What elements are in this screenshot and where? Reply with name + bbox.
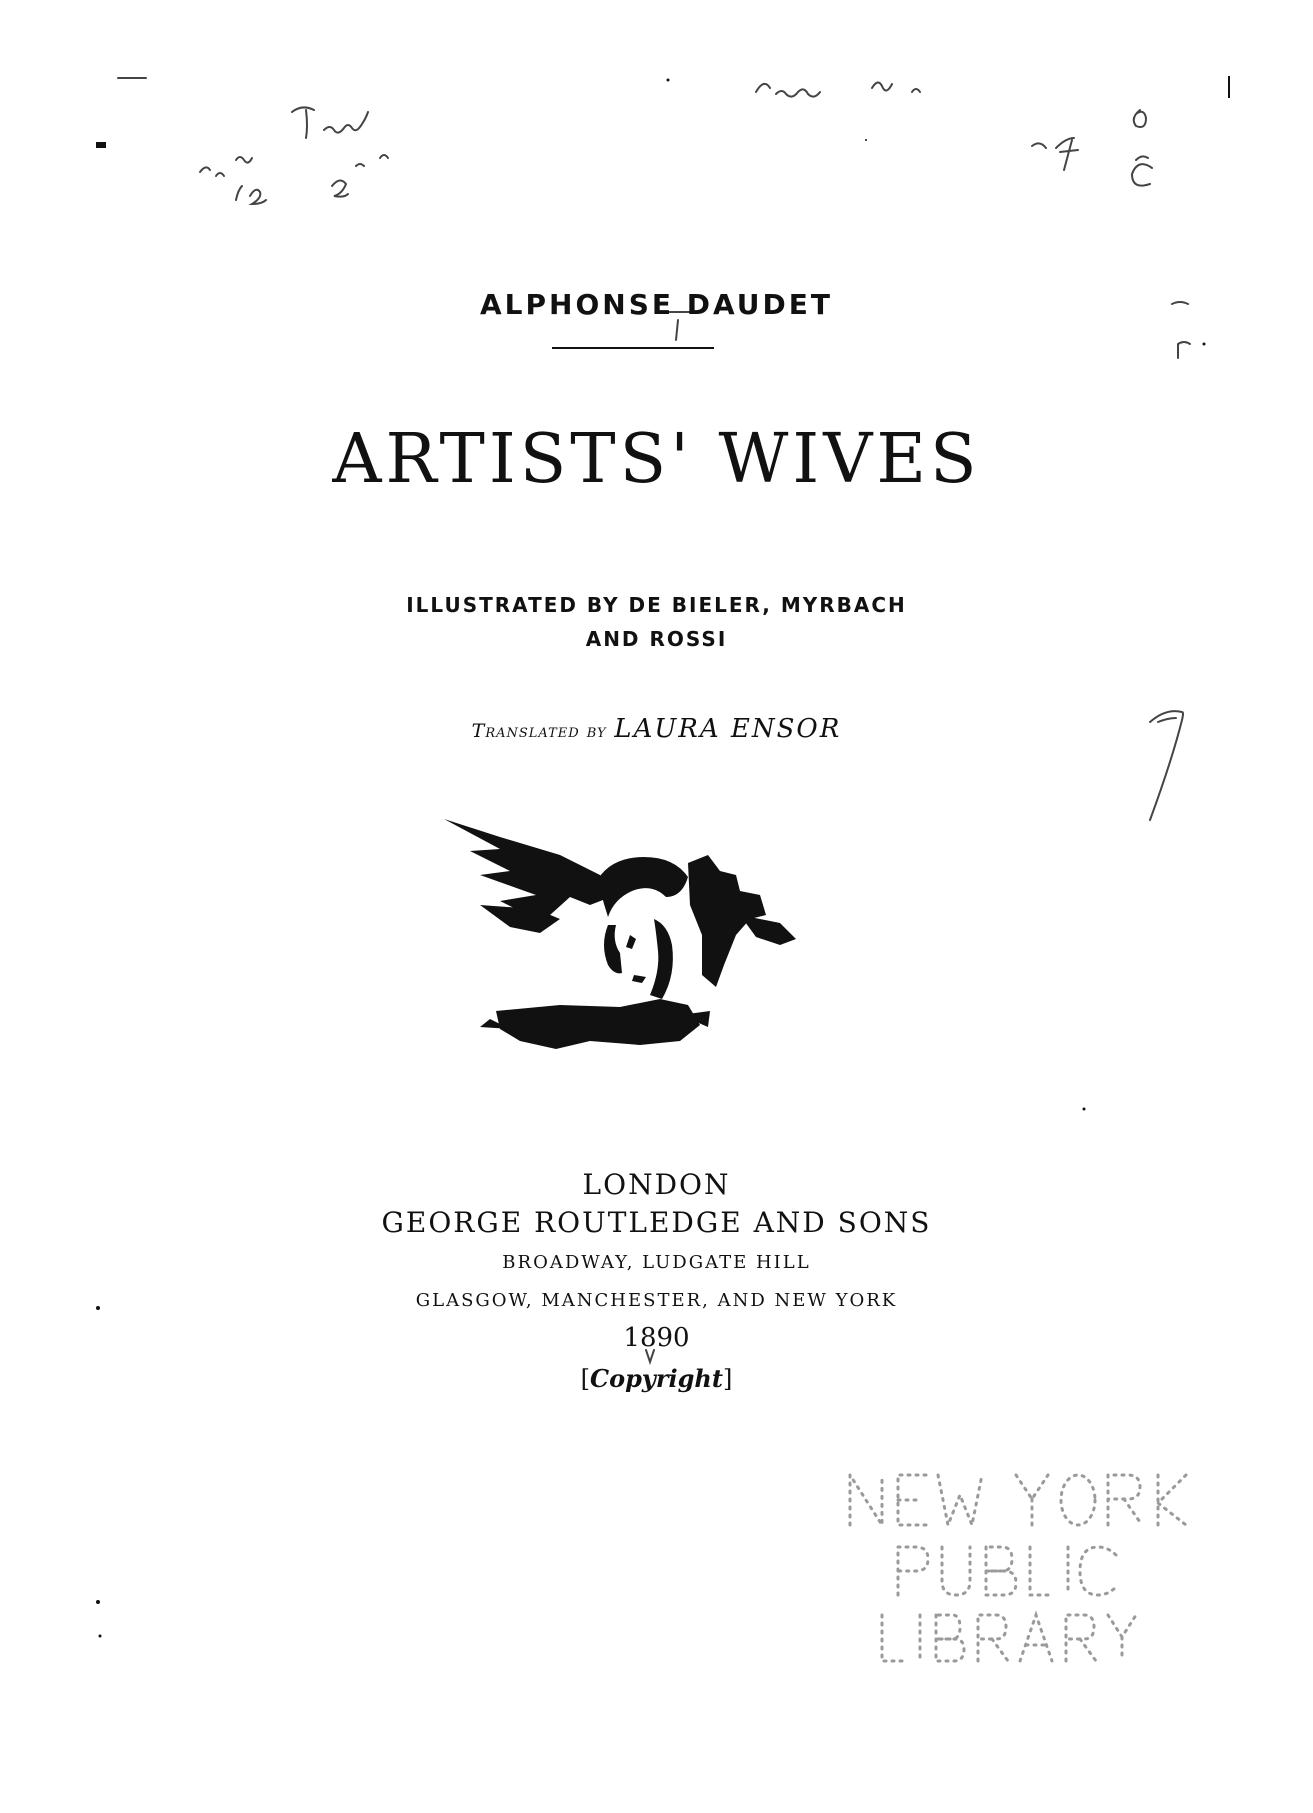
winged-head-emblem-icon <box>440 815 820 1085</box>
book-title: ARTISTS' WIVES <box>332 420 981 499</box>
imprint-cities: GLASGOW, MANCHESTER, AND NEW YORK <box>415 1290 898 1311</box>
translated-by-label: Translated by <box>471 720 607 742</box>
imprint-address: BROADWAY, LUDGATE HILL <box>502 1252 811 1273</box>
imprint-publisher: GEORGE ROUTLEDGE AND SONS <box>381 1206 932 1239</box>
author-name: ALPHONSE DAUDET <box>480 288 833 321</box>
library-perforation-stamp-icon <box>842 1465 1212 1675</box>
imprint-copyright: [Copyright] <box>580 1364 733 1393</box>
illustrators <box>0 588 1313 656</box>
copyright-label: Copyright <box>590 1364 723 1393</box>
illustrators-line-2: AND ROSSI <box>585 627 728 651</box>
author-rule <box>552 347 714 349</box>
translator-line <box>0 714 1313 744</box>
imprint-year: 1890 <box>623 1323 690 1353</box>
imprint-city: LONDON <box>582 1168 731 1201</box>
translator-name: LAURA ENSOR <box>614 714 842 744</box>
illustrators-line-1: ILLUSTRATED BY DE BIELER, MYRBACH <box>406 593 907 617</box>
